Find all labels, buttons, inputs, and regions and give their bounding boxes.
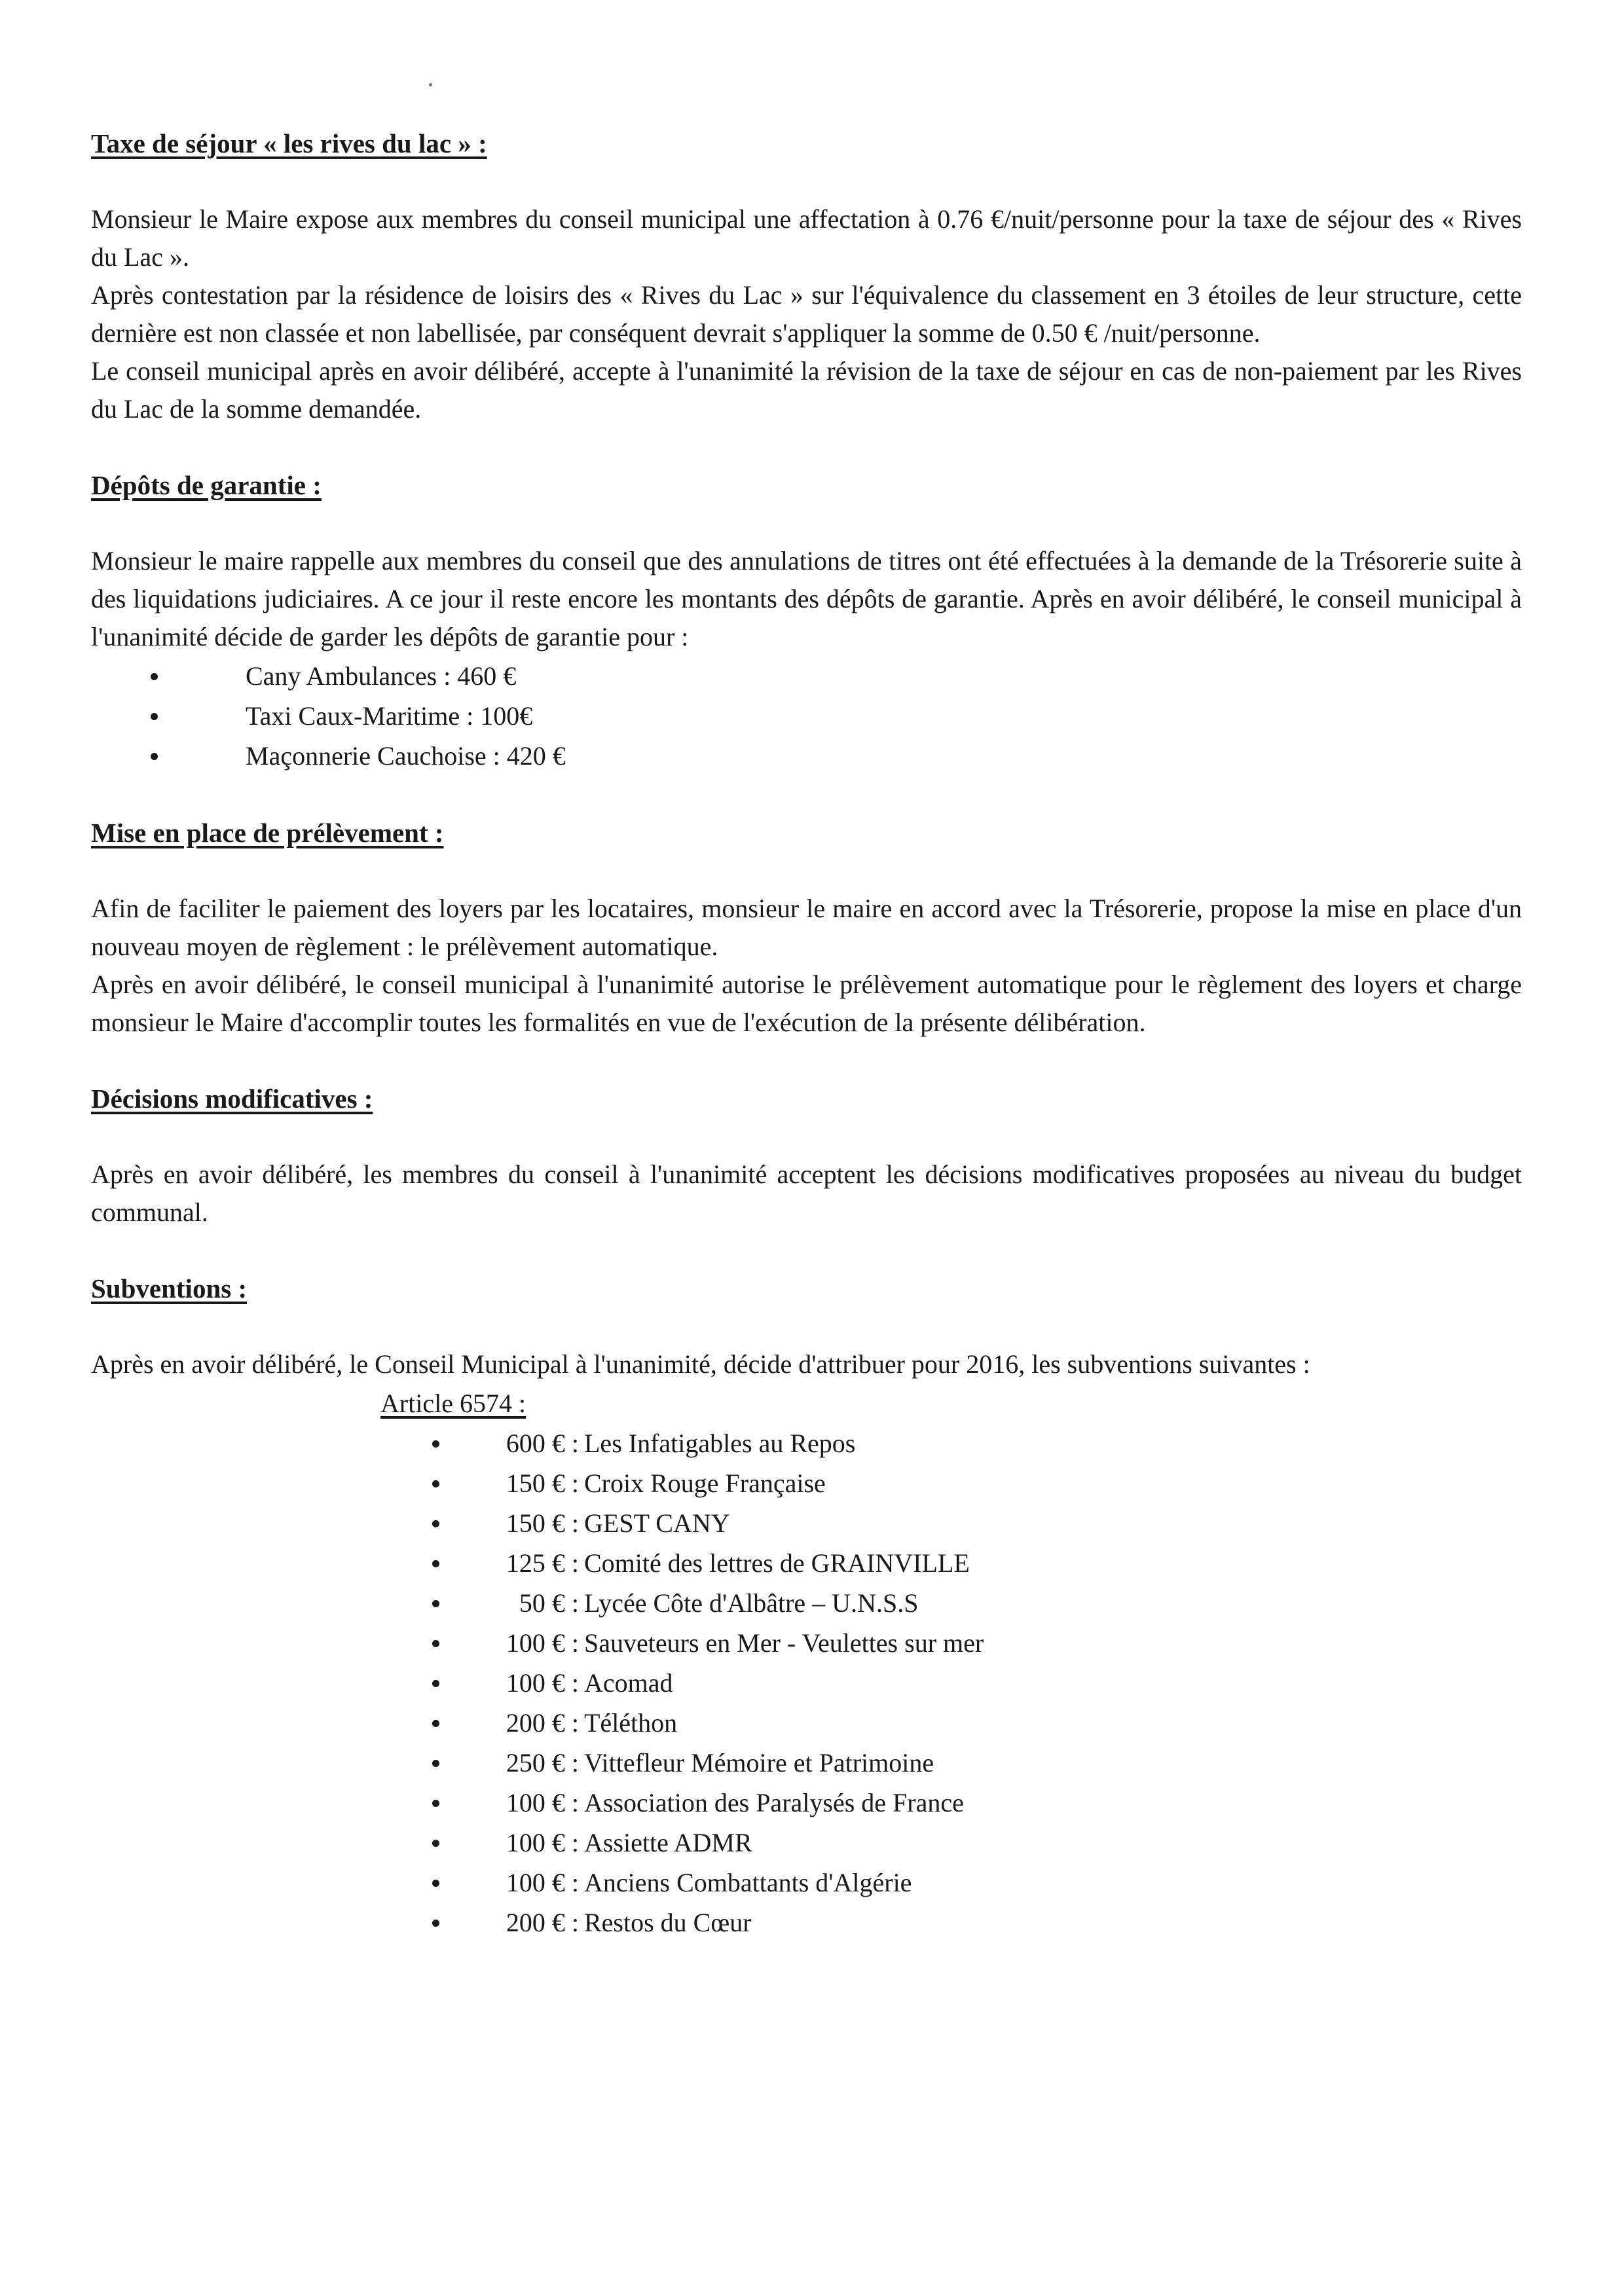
bullet-icon (432, 1800, 439, 1807)
list-item: 100 € : Sauveteurs en Mer - Veulettes sur mer (91, 1623, 1522, 1663)
list-item: 150 € : GEST CANY (91, 1503, 1522, 1543)
list-item: 600 € : Les Infatigables au Repos (91, 1423, 1522, 1463)
section-title-taxe: Taxe de séjour « les rives du lac » : (91, 128, 487, 158)
bullet-icon (151, 753, 158, 760)
section-depots (91, 466, 1522, 776)
list-item: 50 € : Lycée Côte d'Albâtre – U.N.S.S (91, 1583, 1522, 1623)
taxe-paragraph-3: Le conseil municipal après en avoir délibéré, accepte à l'unanimité la révision de la taxe de séjour en cas de non-paiement par les Rives du Lac de la somme demandée. (91, 356, 1522, 424)
bullet-icon (432, 1760, 439, 1767)
deposit-list (91, 656, 1522, 776)
list-item: 100 € : Anciens Combattants d'Algérie (91, 1863, 1522, 1903)
section-subventions (91, 1269, 1522, 1942)
bullet-icon (432, 1480, 439, 1487)
section-decisions (91, 1080, 1522, 1231)
bullet-icon (432, 1600, 439, 1607)
bullet-icon (432, 1560, 439, 1567)
document-page (91, 124, 1522, 1942)
list-item: 150 € : Croix Rouge Française (91, 1463, 1522, 1503)
section-title-decisions: Décisions modificatives : (91, 1084, 373, 1114)
section-prelevement (91, 814, 1522, 1042)
prelevement-paragraph-1: Afin de faciliter le paiement des loyers par les locataires, monsieur le maire en accord avec la Trésorerie, propose la mise en place d'un nouveau moyen de règlement : le prélèvement automatique. (91, 894, 1522, 961)
prelevement-paragraph-2: Après en avoir délibéré, le conseil municipal à l'unanimité autorise le prélèvement automatique pour le règlement des loyers et charge monsieur le Maire d'accomplir toutes les formalités en vue de l'exécution de la présente délibération. (91, 970, 1522, 1037)
decisions-paragraph: Après en avoir délibéré, les membres du conseil à l'unanimité acceptent les décisions modificatives proposées au niveau du budget communal. (91, 1159, 1522, 1227)
section-title-prelevement: Mise en place de prélèvement : (91, 818, 444, 848)
subventions-list (91, 1423, 1522, 1942)
bullet-icon (151, 673, 158, 680)
list-item: 100 € : Assiette ADMR (91, 1823, 1522, 1863)
bullet-icon (432, 1840, 439, 1847)
bullet-icon (432, 1640, 439, 1647)
bullet-icon (432, 1440, 439, 1448)
taxe-paragraph-2: Après contestation par la résidence de loisirs des « Rives du Lac » sur l'équivalence du classement en 3 étoiles de leur structure, cette dernière est non classée et non labellisée, par conséquent devrait s'appliquer la somme de 0.50 € /nuit/personne. (91, 280, 1522, 348)
list-item: Cany Ambulances : 460 € (91, 656, 1522, 696)
list-item: 100 € : Association des Paralysés de France (91, 1783, 1522, 1823)
list-item: Taxi Caux-Maritime : 100€ (91, 696, 1522, 736)
taxe-paragraph-1: Monsieur le Maire expose aux membres du conseil municipal une affectation à 0.76 €/nuit/personne pour la taxe de séjour des « Rives du Lac ». (91, 204, 1522, 272)
bullet-icon (432, 1520, 439, 1527)
list-item: 100 € : Acomad (91, 1663, 1522, 1703)
scan-speck (429, 83, 432, 86)
list-item: 250 € : Vittefleur Mémoire et Patrimoine (91, 1743, 1522, 1783)
subventions-paragraph: Après en avoir délibéré, le Conseil Municipal à l'unanimité, décide d'attribuer pour 2016, les subventions suivantes : (91, 1349, 1310, 1379)
list-item: Maçonnerie Cauchoise : 420 € (91, 736, 1522, 776)
depots-paragraph: Monsieur le maire rappelle aux membres du conseil que des annulations de titres ont été effectuées à la demande de la Trésorerie suite à des liquidations judiciaires. A ce jour il reste encore les montants des dépôts de garantie. Après en avoir délibéré, le conseil municipal à l'unanimité décide de garder les dépôts de garantie pour : (91, 546, 1522, 651)
list-item: 125 € : Comité des lettres de GRAINVILLE (91, 1543, 1522, 1583)
bullet-icon (432, 1880, 439, 1887)
section-title-subventions: Subventions : (91, 1273, 248, 1303)
section-title-depots: Dépôts de garantie : (91, 470, 322, 500)
list-item: 200 € : Téléthon (91, 1703, 1522, 1743)
list-item: 200 € : Restos du Cœur (91, 1903, 1522, 1942)
section-taxe-sejour (91, 124, 1522, 428)
bullet-icon (151, 713, 158, 720)
bullet-icon (432, 1680, 439, 1687)
bullet-icon (432, 1720, 439, 1727)
article-label: Article 6574 : (380, 1389, 526, 1418)
bullet-icon (432, 1920, 439, 1927)
